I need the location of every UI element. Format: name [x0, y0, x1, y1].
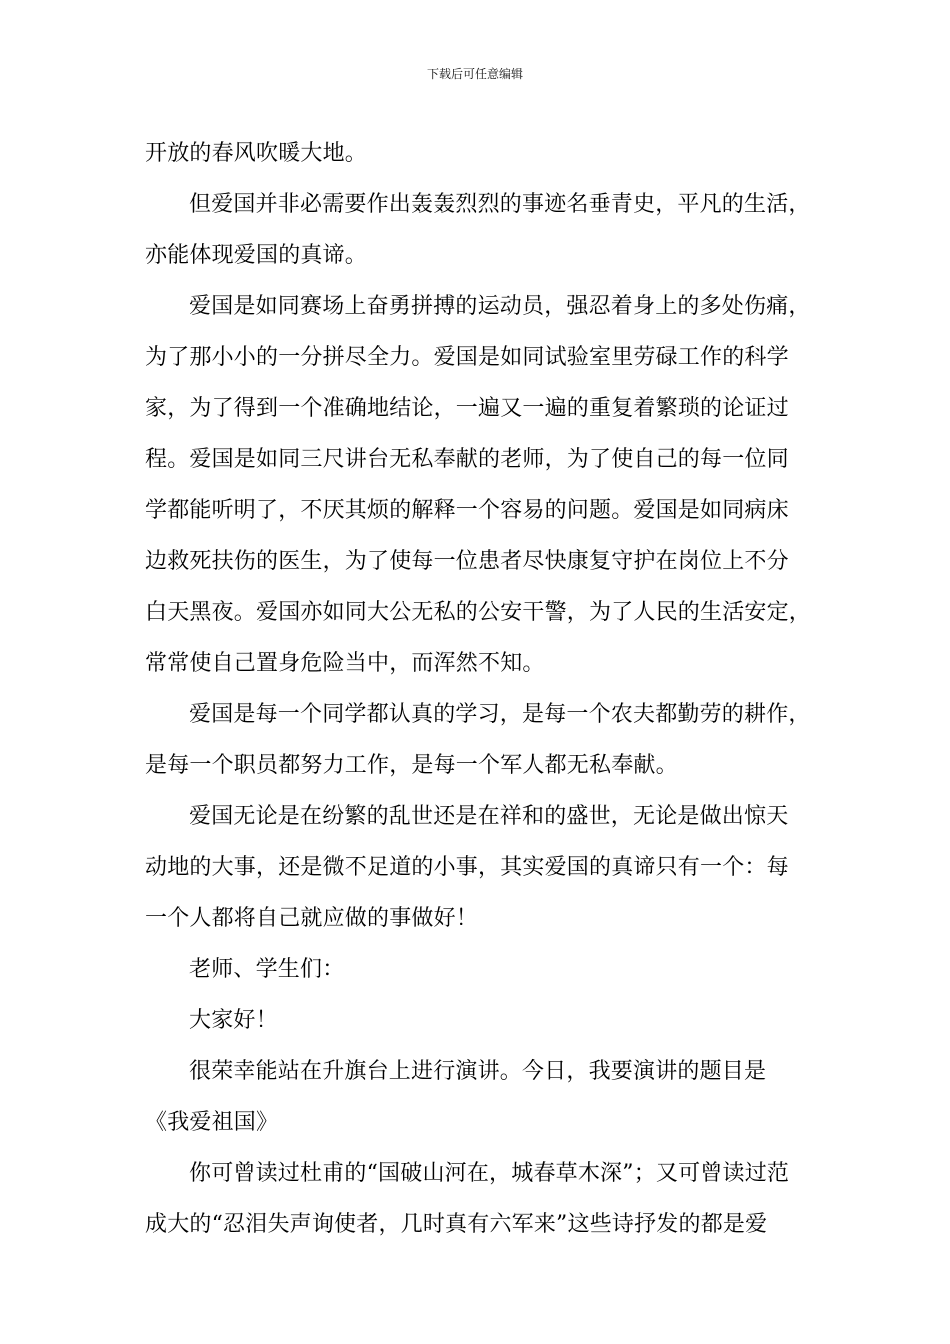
text-line: 很荣幸能站在升旗台上进行演讲。今日，我要演讲的题目是: [189, 1059, 767, 1084]
page-header: 下载后可任意编辑: [426, 67, 523, 81]
text-line: 白天黑夜。爱国亦如同大公无私的公安干警，为了人民的生活安定，: [145, 600, 812, 625]
text-line: 程。爱国是如同三尺讲台无私奉献的老师，为了使自己的每一位同: [145, 447, 789, 472]
text-line: 老师、学生们：: [189, 957, 345, 982]
text-line: 家，为了得到一个准确地结论，一遍又一遍的重复着繁琐的论证过: [145, 396, 789, 421]
text-line: 为了那小小的一分拼尽全力。爱国是如同试验室里劳碌工作的科学: [145, 345, 789, 370]
paragraph: [145, 281, 810, 689]
text-line: 你可曾读过杜甫的“国破山河在，城春草木深”；又可曾读过范: [189, 1161, 790, 1186]
text-line: 亦能体现爱国的真谛。: [145, 243, 368, 268]
text-line: 成大的“忍泪失声询使者，几时真有六军来”这些诗抒发的都是爱: [145, 1212, 768, 1237]
paragraph: [145, 791, 810, 944]
text-line: 一个人都将自己就应做的事做好！: [145, 906, 479, 931]
document-body: [145, 128, 810, 1250]
text-line: 常常使自己置身危险当中，而浑然不知。: [145, 651, 545, 676]
text-line: 学都能听明了，不厌其烦的解释一个容易的问题。爱国是如同病床: [145, 498, 789, 523]
paragraph: [145, 944, 810, 995]
paragraph: [145, 1046, 810, 1148]
text-line: 大家好！: [189, 1008, 278, 1033]
paragraph: [145, 995, 810, 1046]
paragraph: [145, 689, 810, 791]
text-line: 但爱国并非必需要作出轰轰烈烈的事迹名垂青史，平凡的生活，: [189, 192, 811, 217]
text-line: 开放的春风吹暖大地。: [145, 141, 368, 166]
paragraph: [145, 179, 810, 281]
text-line: 边救死扶伤的医生，为了使每一位患者尽快康复守护在岗位上不分: [145, 549, 789, 574]
text-line: 爱国是如同赛场上奋勇拼搏的运动员，强忍着身上的多处伤痛，: [189, 294, 811, 319]
text-line: 爱国是每一个同学都认真的学习，是每一个农夫都勤劳的耕作，: [189, 702, 811, 727]
text-line: 是每一个职员都努力工作，是每一个军人都无私奉献。: [145, 753, 678, 778]
text-line: 《我爱祖国》: [145, 1110, 279, 1135]
paragraph: [145, 128, 810, 179]
text-line: 爱国无论是在纷繁的乱世还是在祥和的盛世，无论是做出惊天: [189, 804, 789, 829]
text-line: 动地的大事，还是微不足道的小事，其实爱国的真谛只有一个：每: [145, 855, 789, 880]
paragraph: [145, 1148, 810, 1250]
